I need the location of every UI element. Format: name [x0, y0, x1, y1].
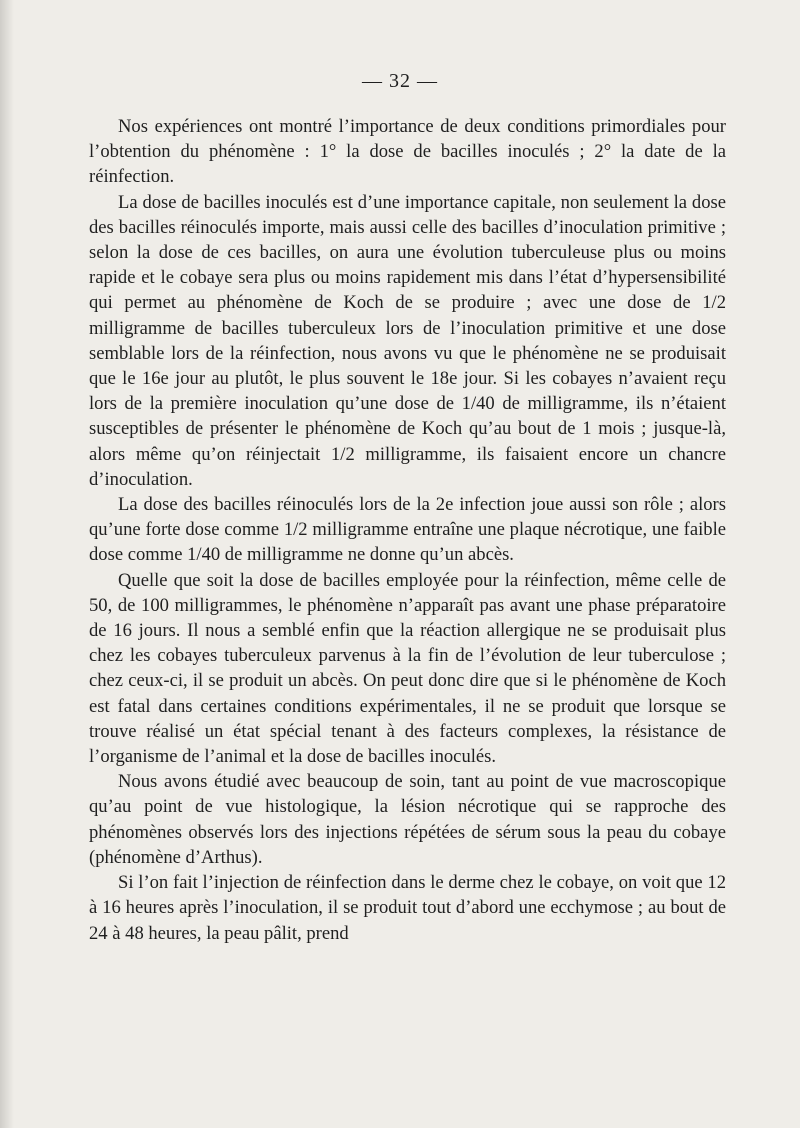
page-number: — 32 —: [362, 70, 438, 92]
paragraph: La dose des bacilles réinoculés lors de la 2e infection joue aussi son rôle ; alors qu’une forte dose comme 1/2 milligramme entraîne une plaque nécrotique, une faible dose comme 1/40 de milligramme ne donne qu’un abcès.: [89, 494, 726, 566]
paragraph: Nous avons étudié avec beaucoup de soin, tant au point de vue macroscopique qu’au point de vue histologique, la lésion nécrotique qui se rapproche des phénomènes observés lors des injections répétées de sérum sous la peau du cobaye (phénomène d’Arthus).: [89, 771, 726, 868]
paragraph: Si l’on fait l’injection de réinfection dans le derme chez le cobaye, on voit que 12 à 16 heures après l’inoculation, il se produit tout d’abord une ecchymose ; au bout de 24 à 48 heures, la peau pâlit, prend: [89, 872, 726, 944]
paragraph: Nos expériences ont montré l’importance de deux conditions primordiales pour l’obtention du phénomène : 1° la dose de bacilles inoculés ; 2° la date de la réinfection.: [89, 116, 726, 188]
body-text: [89, 114, 726, 946]
paragraph: Quelle que soit la dose de bacilles employée pour la réinfection, même celle de 50, de 100 milligrammes, le phénomène n’apparaît pas avant une phase préparatoire de 16 jours. Il nous a semblé enfin que la réaction allergique ne se produisait plus chez les cobayes tuberculeux parvenus à la fin de l’évolution de leur tuberculose ; chez ceux-ci, il se produit un abcès. On peut donc dire que si le phénomène de Koch est fatal dans certaines conditions expérimentales, il ne se produit que lorsque se trouve réalisé un état spécial tenant à des facteurs complexes, la résistance de l’organisme de l’animal et la dose de bacilles inoculés.: [89, 569, 726, 768]
paragraph: La dose de bacilles inoculés est d’une importance capitale, non seulement la dose des bacilles réinoculés importe, mais aussi celle des bacilles d’inoculation primitive ; selon la dose de ces bacilles, on aura une évolution tuberculeuse plus ou moins rapide et le cobaye sera plus ou moins rapidement mis dans l’état d’hypersensibilité qui permet au phénomène de Koch de se produire ; avec une dose de 1/2 milligramme de bacilles tuberculeux lors de l’inoculation primitive et une dose semblable lors de la réinfection, nous avons vu que le phénomène ne se produisait que le 16e jour au plutôt, le plus souvent le 18e jour. Si les cobayes n’avaient reçu lors de la première inoculation qu’une dose de 1/40 de milligramme, ils n’étaient susceptibles de présenter le phénomène de Koch qu’au bout de 1 mois ; jusque-là, alors même qu’on réinjectait 1/2 milligramme, ils faisaient encore un chancre d’inoculation.: [89, 191, 726, 490]
